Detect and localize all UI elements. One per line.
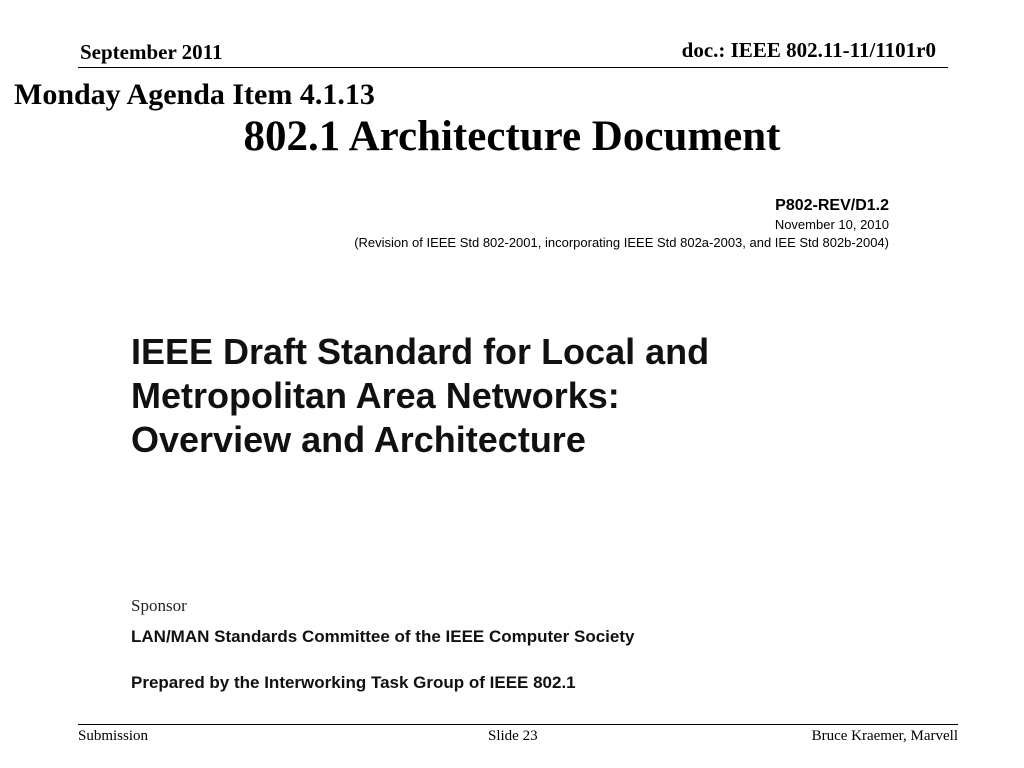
footer-divider: [78, 724, 958, 725]
document-revision-note: (Revision of IEEE Std 802-2001, incorporating IEEE Std 802a-2003, and IEE Std 802b-2004): [354, 235, 889, 250]
sponsor-committee: LAN/MAN Standards Committee of the IEEE Computer Society: [131, 627, 635, 646]
document-date: November 10, 2010: [774, 217, 889, 232]
prepared-by: Prepared by the Interworking Task Group of IEEE 802.1: [131, 673, 576, 692]
slide-title: 802.1 Architecture Document: [243, 113, 781, 160]
draft-title-line: IEEE Draft Standard for Local and: [131, 331, 710, 372]
footer-slide-number: Slide 23: [488, 728, 538, 744]
draft-standard-title: [131, 330, 709, 462]
header-date: September 2011: [80, 40, 223, 64]
draft-title-line: Overview and Architecture: [131, 419, 586, 460]
sponsor-label: Sponsor: [131, 596, 187, 615]
draft-title-line: Metropolitan Area Networks:: [131, 375, 620, 416]
document-meta: [354, 196, 889, 252]
footer-submission: Submission: [78, 728, 149, 744]
document-id: P802-REV/D1.2: [775, 197, 889, 214]
agenda-item: Monday Agenda Item 4.1.13: [14, 78, 375, 111]
header-doc-id: doc.: IEEE 802.11-11/1101r0: [681, 38, 936, 62]
header-divider: [78, 67, 948, 68]
footer-author: Bruce Kraemer, Marvell: [811, 728, 958, 744]
